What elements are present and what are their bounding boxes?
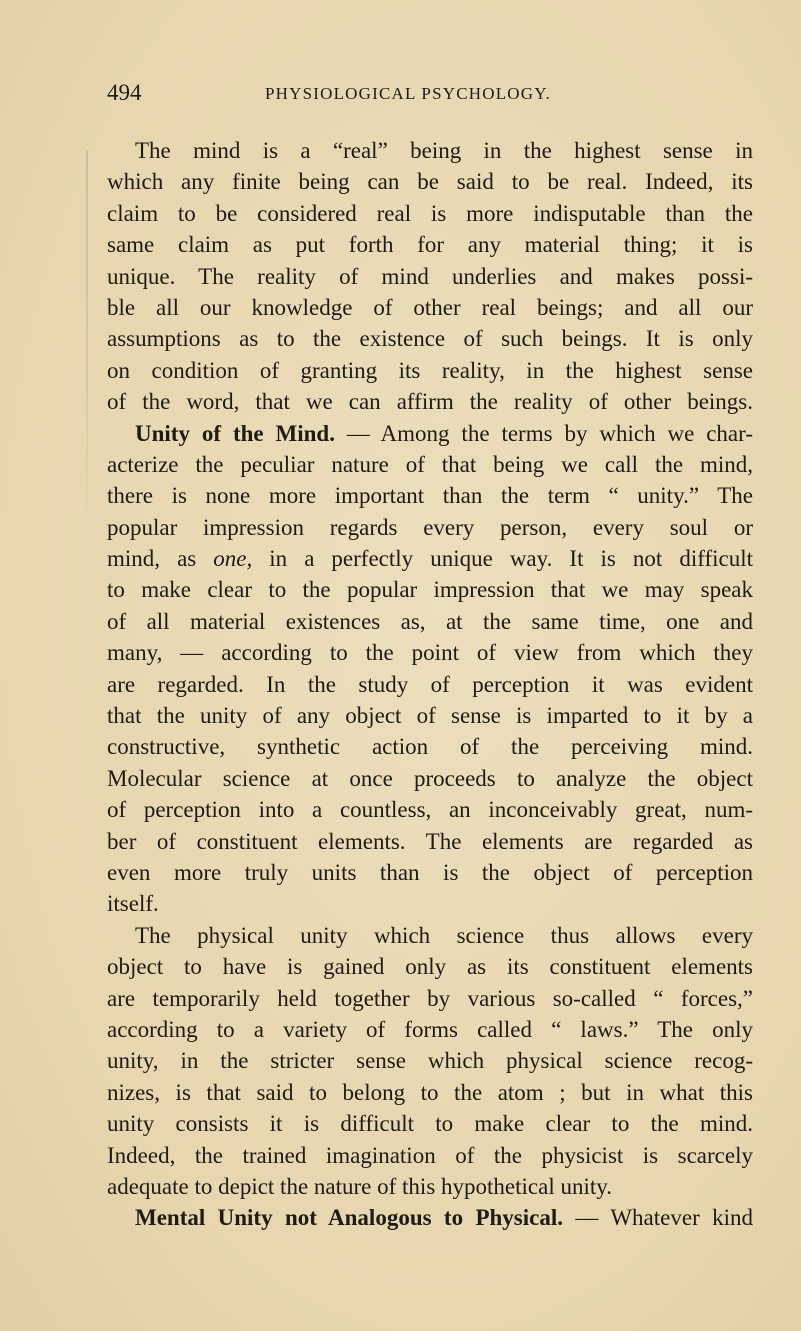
text-line xyxy=(107,731,753,762)
text-run: even more truly units than is the object of perception xyxy=(107,859,753,885)
text-line xyxy=(107,951,753,982)
text-run: unique. The reality of mind underlies and makes possi- xyxy=(107,263,753,289)
text-line xyxy=(107,1171,753,1202)
text-run: acterize the peculiar nature of that being we call the mind, xyxy=(107,451,753,477)
text-line xyxy=(107,543,753,574)
text-run: are regarded. In the study of perception it was evident xyxy=(107,671,753,697)
text-run: itself. xyxy=(107,891,159,917)
text-line xyxy=(107,323,753,354)
text-line xyxy=(107,888,753,919)
text-run: that the unity of any object of sense is imparted to it by a xyxy=(107,703,753,729)
text-run: there is none more important than the term “ unity.” The xyxy=(107,483,753,509)
text-line xyxy=(107,198,753,229)
text-line xyxy=(107,1014,753,1045)
text-line xyxy=(107,983,753,1014)
text-run: The mind is a “real” being in the highest sense in xyxy=(135,138,753,163)
text-run: unity, in the stricter sense which physical science recog- xyxy=(107,1048,753,1074)
text-run: popular impression regards every person, every soul or xyxy=(107,514,753,540)
text-run: claim to be considered real is more indisputable than the xyxy=(107,200,753,226)
page-header xyxy=(107,80,753,108)
text-line xyxy=(107,480,753,511)
text-line xyxy=(107,1202,753,1233)
text-run: Indeed, the trained imagination of the physicist is scarcely xyxy=(107,1142,753,1168)
text-line xyxy=(107,418,753,449)
text-run: of all material existences as, at the same time, one and xyxy=(107,608,753,634)
text-run: are temporarily held together by various so-called “ forces,” xyxy=(107,985,753,1011)
text-line xyxy=(107,512,753,543)
text-run: ble all our knowledge of other real beings; and all our xyxy=(107,294,753,320)
section-heading: Mental Unity not Analogous to Physical. xyxy=(135,1205,563,1231)
text-line xyxy=(107,574,753,605)
text-line xyxy=(107,700,753,731)
text-run: of the word, that we can affirm the reality of other beings. xyxy=(107,389,753,415)
text-run: on condition of granting its reality, in the highest sense xyxy=(107,357,753,383)
text-run: — Among the terms by which we char- xyxy=(334,420,754,446)
text-line xyxy=(107,229,753,260)
text-run: assumptions as to the existence of such beings. It is only xyxy=(107,326,753,352)
text-line xyxy=(107,166,753,197)
text-line xyxy=(107,386,753,417)
text-run: same claim as put forth for any material thing; it is xyxy=(107,232,753,258)
text-run: — Whatever kind xyxy=(563,1205,753,1231)
text-run: unity consists it is difficult to make clear to the mind. xyxy=(107,1111,753,1137)
text-run: nizes, is that said to belong to the atom ; but in what this xyxy=(107,1079,753,1105)
text-run: ber of constituent elements. The elements are regarded as xyxy=(107,828,753,854)
text-line xyxy=(107,857,753,888)
text-line xyxy=(107,1077,753,1108)
text-run: mind, as xyxy=(107,546,214,572)
text-line xyxy=(107,292,753,323)
text-run: Molecular science at once proceeds to analyze the object xyxy=(107,765,753,791)
emphasis: one xyxy=(213,546,247,572)
text-line xyxy=(107,261,753,292)
text-run: according to a variety of forms called “ laws.” The only xyxy=(107,1016,753,1042)
text-run: The physical unity which science thus allows every xyxy=(135,922,753,948)
text-line xyxy=(107,1108,753,1139)
text-line xyxy=(107,669,753,700)
text-line xyxy=(107,637,753,668)
section-heading: Unity of the Mind. xyxy=(135,420,335,446)
text-line xyxy=(107,826,753,857)
text-line xyxy=(107,920,753,951)
pencil-mark xyxy=(86,150,88,530)
text-run: object to have is gained only as its constituent elements xyxy=(107,954,753,980)
text-line xyxy=(107,355,753,386)
running-title: PHYSIOLOGICAL PSYCHOLOGY. xyxy=(265,84,551,103)
text-line xyxy=(107,1045,753,1076)
text-line xyxy=(107,449,753,480)
text-line xyxy=(107,606,753,637)
text-line xyxy=(107,763,753,794)
body-text xyxy=(107,135,753,1234)
text-run: of perception into a countless, an inconceivably great, num- xyxy=(107,797,753,823)
text-run: constructive, synthetic action of the perceiving mind. xyxy=(107,734,753,760)
text-run: , in a perfectly unique way. It is not difficult xyxy=(246,546,753,572)
text-run: many, — according to the point of view from which they xyxy=(107,640,753,666)
text-line xyxy=(107,135,753,166)
text-line xyxy=(107,794,753,825)
page-number: 494 xyxy=(107,80,142,105)
text-line xyxy=(107,1140,753,1171)
text-run: adequate to depict the nature of this hypothetical unity. xyxy=(107,1173,612,1199)
text-run: which any finite being can be said to be real. Indeed, its xyxy=(107,169,753,195)
text-run: to make clear to the popular impression that we may speak xyxy=(107,577,753,603)
